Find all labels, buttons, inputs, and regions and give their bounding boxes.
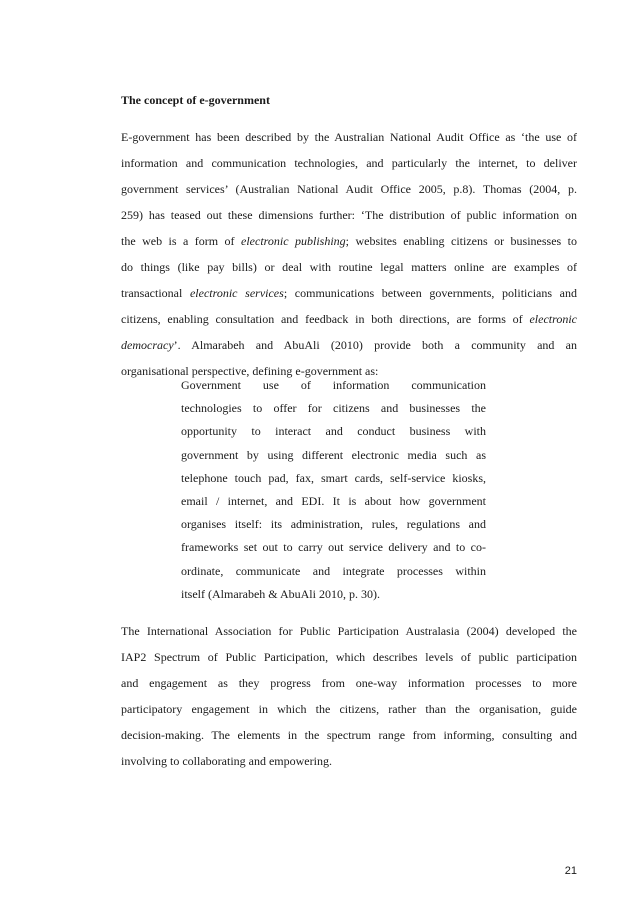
emphasis-text: electronic [529,312,577,326]
text-line: government services’ (Australian National Audit Office 2005, p.8). Thomas (2004, p. [121,182,577,196]
text-line: do things (like pay bills) or deal with routine legal matters online are examples of [121,260,577,274]
text-line: information and communication technologies, and particularly the internet, to deliver [121,156,577,170]
emphasis-text: democracy [121,338,174,352]
text-line: involving to collaborating and empowering. [121,754,332,768]
text-line: The International Association for Public Participation Australasia (2004) developed the [121,624,577,638]
block-quote [181,374,486,606]
text-line: decision-making. The elements in the spectrum range from informing, consulting and [121,728,577,742]
quote-line: itself (Almarabeh & AbuAli 2010, p. 30). [181,586,380,601]
quote-line: government by using different electronic media such as [181,447,486,462]
quote-line: opportunity to interact and conduct business with [181,424,486,439]
body-paragraph-iap2 [121,618,577,774]
body-paragraph-egov-definition [121,124,577,384]
text-line: citizens, enabling consultation and feedback in both directions, are forms of electronic [121,312,577,326]
emphasis-text: electronic services [189,286,284,300]
text-line: and engagement as they progress from one-way information processes to more [121,676,577,690]
text-line: IAP2 Spectrum of Public Participation, which describes levels of public participation [121,650,577,664]
section-heading: The concept of e-government [121,93,270,107]
quote-line: organises itself: its administration, rules, regulations and [181,517,486,532]
text-line: transactional electronic services; communications between governments, politicians and [121,286,578,300]
text-line: participatory engagement in which the citizens, rather than the organisation, guide [121,702,577,716]
quote-line: frameworks set out to carry out service delivery and to co- [181,540,486,555]
text-line: the web is a form of electronic publishing; websites enabling citizens or businesses to [121,234,577,248]
quote-line: ordinate, communicate and integrate processes within [181,563,486,578]
emphasis-text: electronic publishing [241,234,346,248]
text-line: democracy’. Almarabeh and AbuAli (2010) provide both a community and an [121,338,577,352]
quote-line: Government use of information communication [181,378,486,392]
quote-line: telephone touch pad, fax, smart cards, self-service kiosks, [181,470,486,485]
quote-line: technologies to offer for citizens and businesses the [181,401,486,416]
text-line: 259) has teased out these dimensions further: ‘The distribution of public information on [121,208,577,222]
text-line: organisational perspective, defining e-government as: [121,364,379,378]
quote-line: email / internet, and EDI. It is about how government [181,494,486,509]
text-line: E-government has been described by the Australian National Audit Office as ‘the use of [121,130,577,144]
page-number: 21 [564,865,577,877]
